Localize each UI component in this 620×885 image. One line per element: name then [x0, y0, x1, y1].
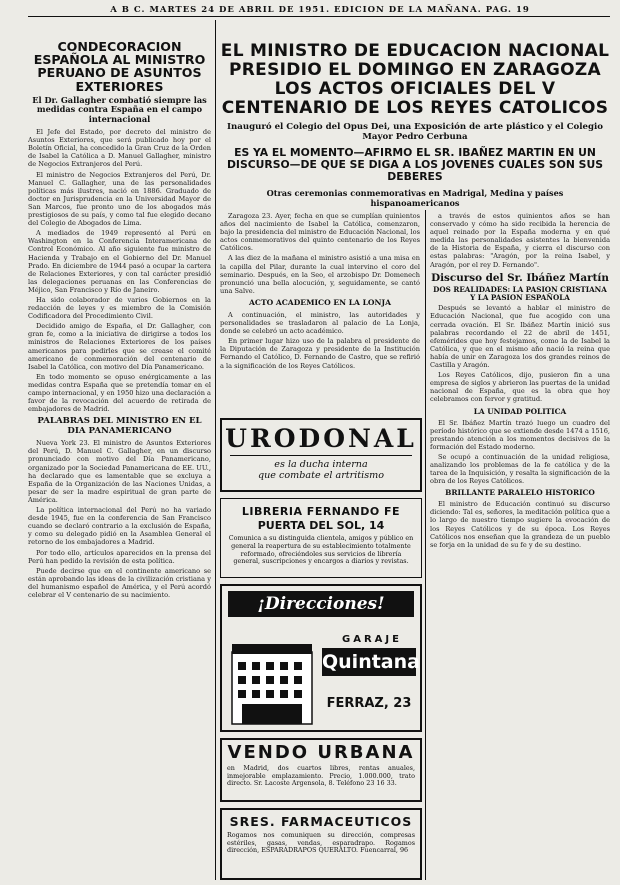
left-subhead: El Dr. Gallagher combatió siempre las medidas contra España en el campo internacional	[32, 94, 207, 124]
column-divider-right	[425, 210, 426, 880]
main-paragraph: A las diez de la mañana el ministro asistió a una misa en la capilla del Pilar, durante la cual intervino el coro del seminario. Después, en la Seo, el arzobispo Dr. Domenech pronunció una bella alocución, y, seguidamente, se cantó una Salve.	[220, 254, 420, 295]
main-subhead: Inauguró el Colegio del Opus Dei, una Exposición de arte plástico y el Colegio Mayor Pedro Cerbuna	[226, 122, 604, 142]
left-headline: CONDECORACION ESPAÑOLA AL MINISTRO PERUANO DE ASUNTOS EXTERIORES	[33, 39, 206, 94]
garaje-name: Quintana	[322, 648, 416, 676]
left-paragraph: Decidido amigo de España, el Dr. Gallagher, con gran fe, como a la iniciativa de dirigirse a todos los ministros de Relaciones Exteriores de los países americanos para pedirles que se crease el comité americano de conmemoración del centenario de Isabel la Católica, con motivo del Día Panamericano.	[28, 322, 211, 371]
ad-libreria[interactable]	[220, 498, 422, 578]
main-paragraph: Zaragoza 23. Ayer, fecha en que se cumplían quinientos años del nacimiento de Isabel la Católica, comenzaron, bajo la presidencia del ministro de Educación Nacional, los actos conmemorativos del quinto centenario de los Reyes Católicos.	[220, 212, 420, 253]
libreria-address: PUERTA DEL SOL, 14	[257, 519, 385, 532]
left-article	[28, 20, 211, 882]
ad-farmaceuticos[interactable]	[220, 808, 422, 880]
main-subhead-speech: ES YA EL MOMENTO—AFIRMO EL SR. IBAÑEZ MARTIN EN UN DISCURSO—DE QUE SE DIGA A LOS JOVENES CUALES SON SUS DEBERES	[226, 146, 604, 183]
main-paragraph: Se ocupó a continuación de la unidad religiosa, analizando los problemas de la fe católica y de la tarea de la Inquisición, y resalta la significación de la obra de los Reyes Católicos.	[430, 452, 610, 486]
libreria-name: LIBRERIA FERNANDO FE	[241, 505, 401, 518]
garaje-label: GARAJE	[342, 634, 402, 645]
unidad-politica-heading: LA UNIDAD POLITICA	[473, 406, 567, 416]
main-column-a	[220, 212, 420, 410]
ad-garaje[interactable]	[220, 584, 422, 732]
main-paragraph: El ministro de Educación continuó su discurso diciendo: Tal es, señores, la meditación política que a lo largo de nuestro tiempo sugiere la evocación de los Reyes Católicos y de su época. Los Reyes Católicos nos enseñan que la grandeza de un pueblo se forja en la unidad de su fe y de su destino.	[430, 500, 610, 549]
left-paragraph: A mediados de 1949 representó al Perú en Washington en la Conferencia Interamericana de Control Económico. Al año siguiente fue ministro de Hacienda y Trabajo en el Gobierno del Dr. Manuel Prado. En diciembre de 1944 pasó a ocupar la cartera de Relaciones Exteriores, y con tal carácter presidió las delegaciones peruanas en las Conferencias de Méjico, San Francisco y Río de Janeiro.	[28, 229, 211, 294]
garage-door	[242, 704, 302, 724]
main-paragraph: En primer lugar hizo uso de la palabra el presidente de la Diputación de Zaragoza y presidente de la Institución Fernando el Católico, D. Fernando de Castro, que se refirió a la significación de los Reyes Católicos.	[220, 337, 420, 370]
urodonal-line: es la ducha interna	[274, 459, 368, 470]
page-header: A B C. MARTES 24 DE ABRIL DE 1951. EDICION DE LA MAÑANA. PAG. 19	[110, 5, 530, 15]
garaje-headline: ¡Direcciones!	[228, 591, 414, 617]
main-paragraph: a través de estos quinientos años se han conservado y cómo ha sido recibida la herencia de aquel reinado por la España moderna y en qué medida las personalidades asistentes la bienvenida de la Historia de España, y cierra el discurso con estas palabras: "Aragón, por la reina Isabel, y Aragón, por el rey D. Fernando".	[430, 212, 610, 269]
main-paragraph: Después se levantó a hablar el ministro de Educación Nacional, que fue acogido con una cerrada ovación. El Sr. Ibáñez Martín inició sus palabras recordando el 22 de abril de 1451, efemérides que hoy festejamos, como la de Isabel la Católica, y que en el mismo año nació la reina que había de unir en Zaragoza los dos grandes reinos de Castilla y Aragón.	[430, 304, 610, 370]
paralelo-heading: BRILLANTE PARALELO HISTORICO	[445, 488, 595, 498]
left-paragraph: El ministro de Negocios Extranjeros del Perú, Dr. Manuel C. Gallagher, una de las personalidades políticas más ilustres, nació en 1886. Graduado de doctor en Jurisprudencia en la Universidad Mayor de San Marcos, fue pronto uno de los abogados más prestigiosos de su país, y como tal fue elegido decano del Colegio de Abogados de Lima.	[28, 170, 211, 228]
left-paragraph: Ha sido colaborador de varios Gobiernos en la redacción de leyes y es miembro de la Comisión Codificadora del Procedimiento Civil.	[28, 295, 211, 321]
vendo-text: en Madrid, dos cuartos libres, rentas anuales, inmejorable emplazamiento. Precio, 1.000.000, trato directo. Sr. Lacoste Argensola, 8. Teléfono 23 16 33.	[227, 764, 415, 788]
garaje-address: FERRAZ, 23	[326, 696, 412, 711]
urodonal-line: que combate el artritismo	[257, 470, 385, 481]
vendo-title: VENDO URBANA	[227, 742, 415, 763]
farmaceuticos-title: SRES. FARMACEUTICOS	[229, 814, 413, 829]
farmaceuticos-text: Rogamos nos comuniquen su dirección, compresas estériles, gasas, vendas, esparadrapo. Rogamos dirección, ESPARADRAPOS QUERALTO. Fuencarral, 96	[227, 831, 415, 855]
ad-urodonal[interactable]	[220, 418, 422, 492]
main-paragraph: Los Reyes Católicos, dijo, pusieron fin a una empresa de siglos y abrieron las puertas de la unidad nacional de España, que es la obra que hoy celebramos con fervor y gratitud.	[430, 371, 610, 404]
speech-heading: Discurso del Sr. Ibáñez Martín	[431, 271, 609, 284]
urodonal-rule	[230, 455, 412, 456]
libreria-text: Comunica a su distinguida clientela, amigos y público en general la reapertura de su establecimiento totalmente reformado, ofreciéndoles sus servicios de librería general, suscripciones y encargos a diarios y revistas.	[228, 534, 414, 566]
left-paragraph: Puede decirse que en el continente americano se están aprobando las ideas de la civilización cristiana y del humanismo español de América, y el Perú acordó celebrar el V centenario de su nacimiento.	[28, 566, 211, 599]
building-cornice	[232, 644, 312, 654]
left-paragraph: En todo momento se opuso enérgicamente a las medidas contra España que se pretendía tomar en el campo internacional, y en 1950 hizo una declaración a favor de la revocación del acuerdo de retirada de embajadores de Madrid.	[28, 372, 211, 414]
left-paragraph: El Jefe del Estado, por decreto del ministro de Asuntos Exteriores, que será publicado hoy por el Boletín Oficial, ha concedido la Gran Cruz de la Orden de Isabel la Católica a D. Manuel Gallagher, ministro de Negocios Extranjeros del Perú.	[28, 128, 211, 169]
main-headline: EL MINISTRO DE EDUCACION NACIONAL PRESIDIO EL DOMINGO EN ZARAGOZA LOS ACTOS OFICIALES DEL V CENTENARIO DE LOS REYES CATOLICOS	[220, 41, 610, 118]
ad-vendo[interactable]	[220, 738, 422, 802]
urodonal-brand: URODONAL	[225, 424, 417, 453]
garage-building-illustration	[228, 622, 323, 728]
left-paragraph: Por todo ello, artículos aparecidos en la prensa del Perú han pedido la revisión de esta política.	[28, 548, 211, 565]
left-subheading: PALABRAS DEL MINISTRO EN EL DIA PANAMERICANO	[37, 416, 202, 437]
main-subhead-ceremonies: Otras ceremonias conmemorativas en Madrigal, Medina y países hispanoamericanos	[266, 188, 564, 208]
speech-subheading: DOS REALIDADES: LA PASION CRISTIANA Y LA PASION ESPAÑOLA	[433, 284, 607, 302]
main-column-b	[430, 212, 610, 880]
left-paragraph: La política internacional del Perú no ha variado desde 1945, fue en la conferencia de San Francisco cuando se declaró contrario a la exclusión de España, y como su delegado pidió en la Asamblea General el retorno de los embajadores a Madrid.	[28, 506, 211, 547]
main-paragraph: El Sr. Ibáñez Martín trazó luego un cuadro del período histórico que se extiende desde 1474 a 1516, prestando atención a los momentos decisivos de la formación del Estado moderno.	[430, 418, 610, 451]
main-subheading-lonja: ACTO ACADEMICO EN LA LONJA	[249, 297, 391, 307]
column-divider-left	[215, 20, 216, 880]
left-paragraph: Nueva York 23. El ministro de Asuntos Exteriores del Perú, D. Manuel C. Gallagher, en un discurso pronunciado con motivo del Día Panamericano, organizado por la Sociedad Panamericana de EE. UU., ha declarado que es lamentable que se excluya a España de la Organización de las Naciones Unidas, a pesar de ser la madre espiritual de gran parte de América.	[28, 439, 211, 504]
header-rule	[28, 16, 610, 17]
main-paragraph: A continuación, el ministro, las autoridades y personalidades se trasladaron al palacio de La Lonja, donde se celebró un acto académico.	[220, 310, 420, 336]
